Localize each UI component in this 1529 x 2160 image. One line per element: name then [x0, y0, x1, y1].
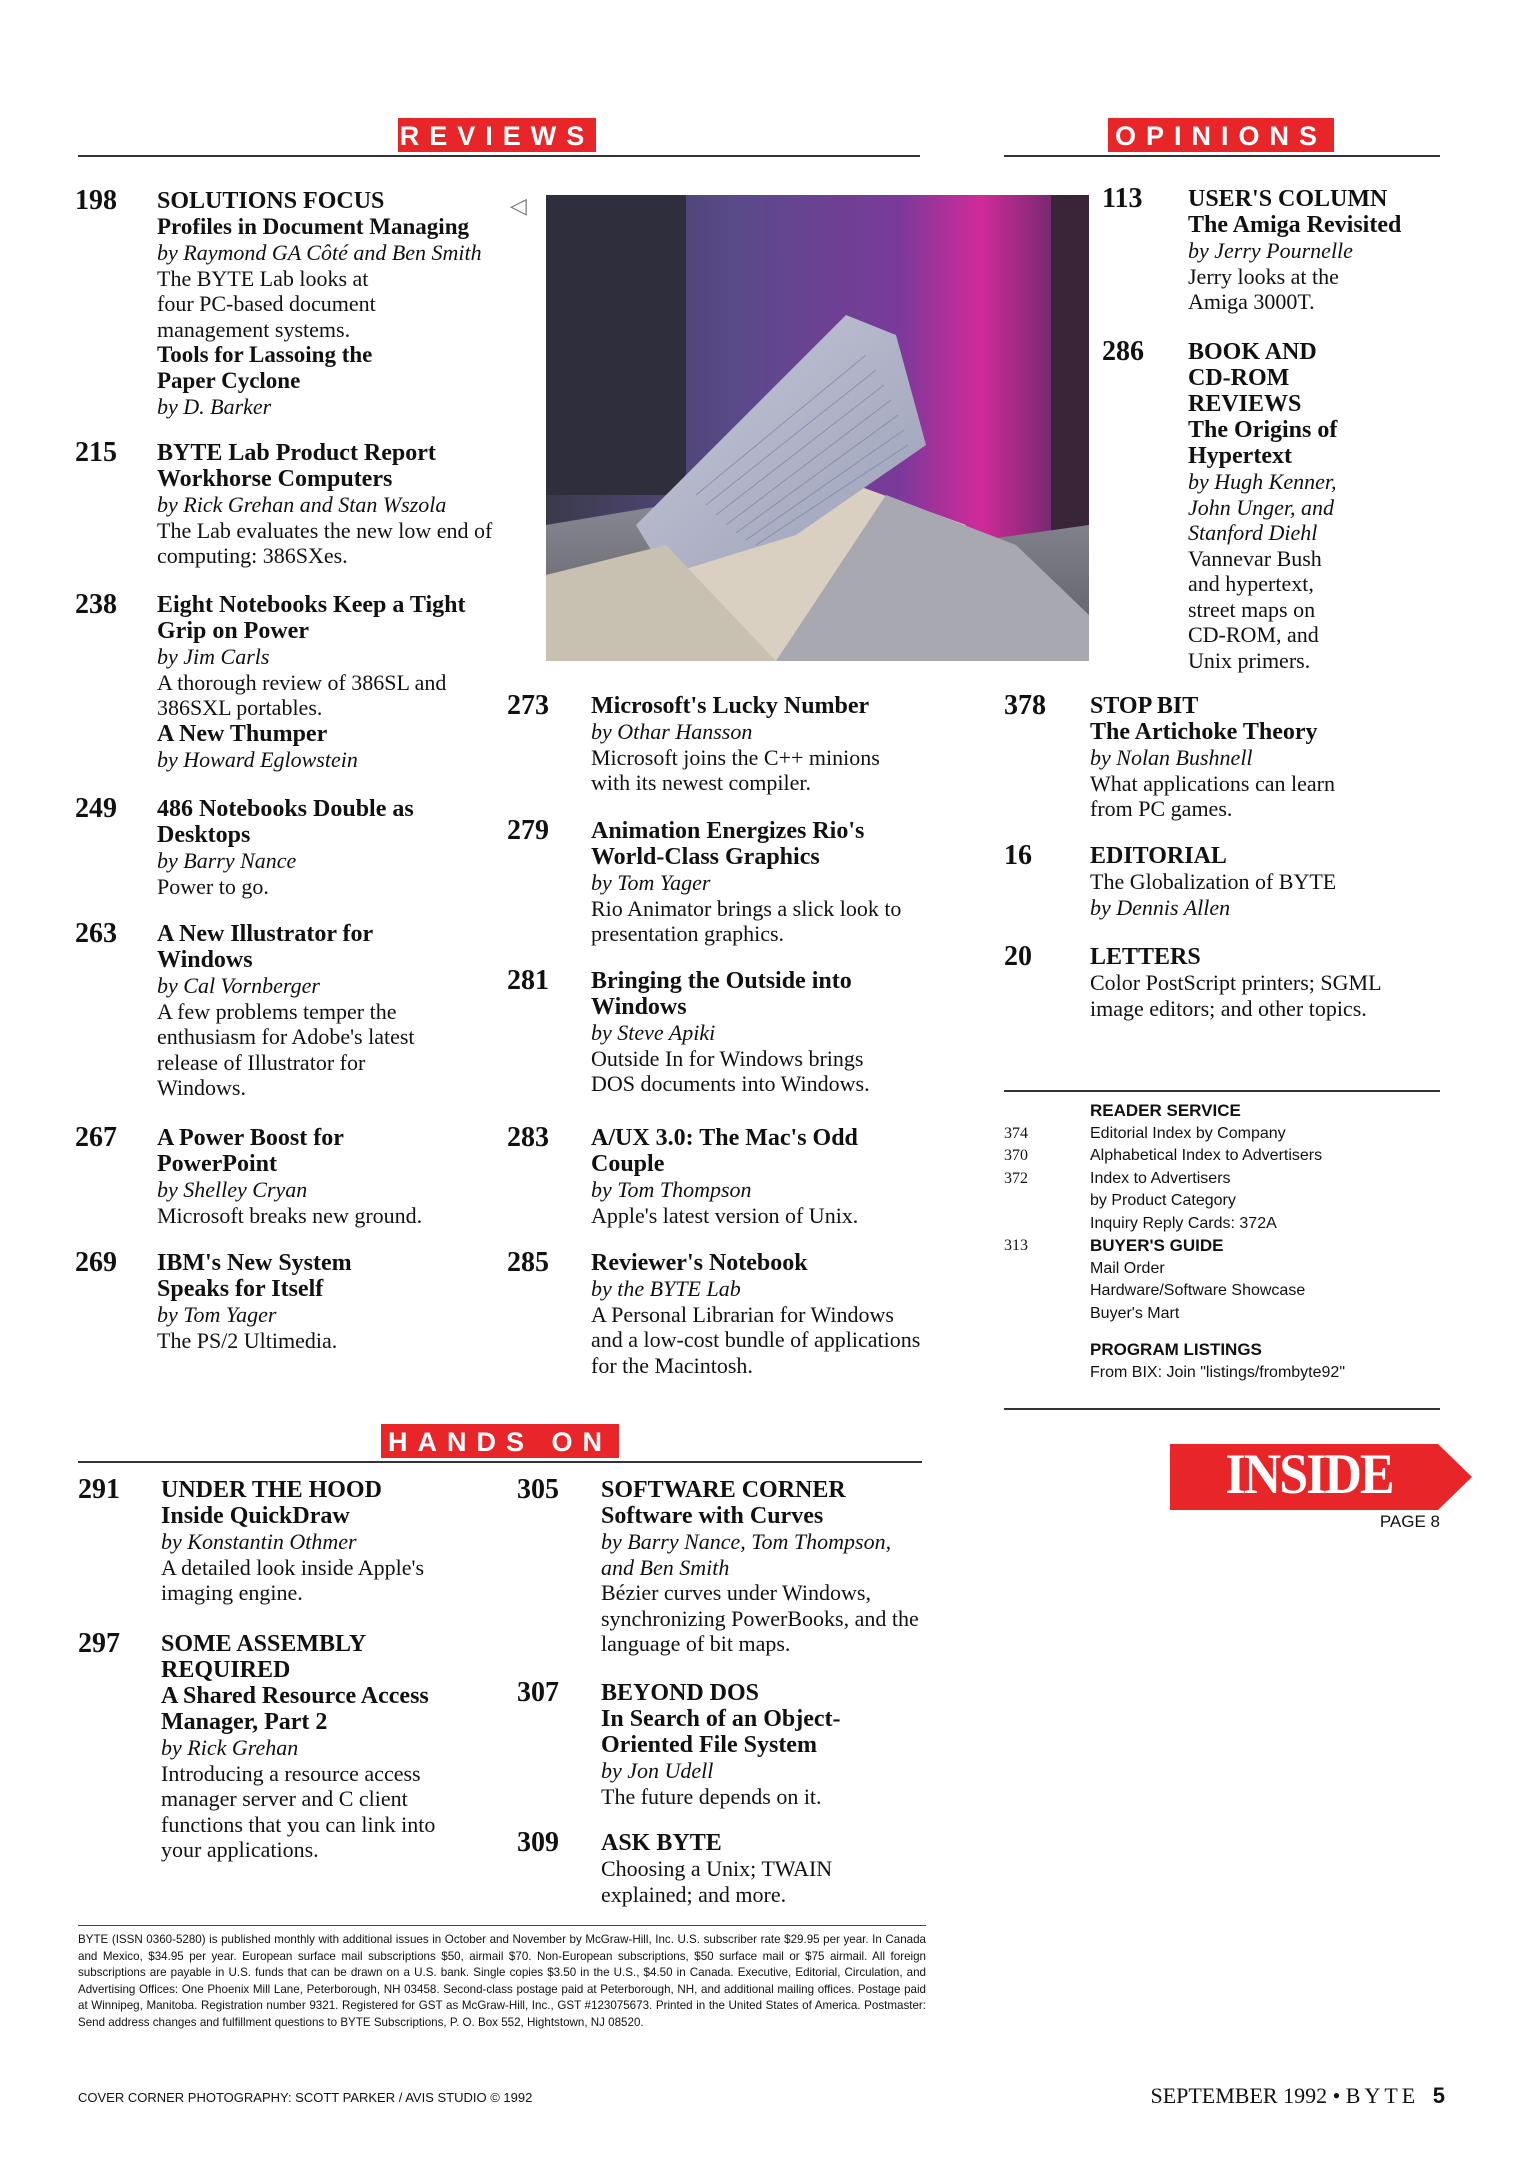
entry-byline: by Tom Yager: [591, 870, 711, 895]
inside-byte-page: PAGE 8: [1379, 1512, 1440, 1531]
entry-title: 486 Notebooks Double as Desktops: [157, 796, 414, 848]
opinions-rule: [1004, 155, 1440, 157]
entry-kicker: SOFTWARE CORNER: [601, 1477, 846, 1503]
page-number: 273: [507, 690, 549, 721]
entry-kicker: USER'S COLUMN: [1188, 186, 1388, 212]
entry-byline: by Rick Grehan and Stan Wszola: [157, 492, 447, 517]
entry-kicker: STOP BIT: [1090, 693, 1199, 719]
colophon: BYTE (ISSN 0360-5280) is published monthly with additional issues in October and November by McGraw-Hill, Inc. U.S. subscriber rate $29.95 per year. In Canada and Mexico, $34.95 per year. European surface mail subscriptions $50, airmail $70. Non-European subscriptions, $50 surface mail or $75 airmail. All foreign subscriptions are payable in U.S. funds that can be drawn on a U.S. bank. Single copies $3.50 in the U.S., $4.50 in Canada. Executive, Editorial, Circulation, and Advertising Offices: One Phoenix Mill Lane, Peterborough, NH 03458. Second-class postage paid at Peterborough, NH, and additional mailing offices. Postage paid at Winnipeg, Manitoba. Registration number 9321. Registered for GST as McGraw-Hill, Inc., GST #123075673. Printed in the United States of America. Postmaster: Send address changes and fulfillment questions to BYTE Subscriptions, P. O. Box 552, Hightstown, NJ 08520.: [78, 1933, 926, 2029]
entry-title-2: A New Thumper: [157, 720, 328, 747]
entry-byline: by Rick Grehan: [161, 1735, 299, 1760]
entry-desc: What applications can learn from PC games.: [1090, 770, 1335, 821]
hands-on-rule: [78, 1461, 922, 1463]
entry-byline: by Konstantin Othmer: [161, 1529, 357, 1554]
entry-title: Animation Energizes Rio's World-Class Graphics: [591, 818, 865, 870]
entry-desc: Outside In for Windows brings DOS documents into Windows.: [591, 1045, 870, 1096]
entry-kicker: EDITORIAL: [1090, 843, 1227, 869]
buyers-guide-heading: BUYER'S GUIDE: [1090, 1236, 1224, 1255]
entry-desc: Power to go.: [157, 873, 269, 899]
index-page-number: 370: [1004, 1147, 1028, 1164]
entry-byline: by Tom Yager: [157, 1302, 277, 1327]
inside-byte-label: INSIDE BYTE: [1225, 1443, 1393, 1568]
page-number: 263: [75, 918, 117, 949]
page-number: 291: [78, 1474, 120, 1505]
footer-date: SEPTEMBER 1992: [1150, 2083, 1328, 2108]
entry-desc: Rio Animator brings a slick look to presentation graphics.: [591, 895, 902, 946]
entry-desc: The Lab evaluates the new low end of computing: 386SXes.: [157, 517, 493, 568]
page-number: 113: [1102, 183, 1143, 214]
entry-desc: A detailed look inside Apple's imaging engine.: [161, 1554, 425, 1605]
entry-byline: by the BYTE Lab: [591, 1276, 741, 1301]
index-link[interactable]: Alphabetical Index to Advertisers: [1090, 1147, 1323, 1164]
page-number: 297: [78, 1628, 120, 1659]
reviews-rule: [78, 155, 920, 157]
reader-service-top-rule: [1004, 1090, 1440, 1092]
page-number: 279: [507, 815, 549, 846]
entry-title: In Search of an Object-Oriented File System: [601, 1706, 841, 1758]
buyers-item: Buyer's Mart: [1090, 1304, 1180, 1322]
index-page-number: 372: [1004, 1169, 1028, 1187]
entry-desc: A few problems temper the enthusiasm for Adobe's latest release of Illustrator for Windows.: [157, 998, 415, 1100]
entry-desc: Jerry looks at the Amiga 3000T.: [1188, 263, 1339, 314]
index-page-number: 374: [1004, 1124, 1028, 1142]
entry-title: The Artichoke Theory: [1090, 719, 1318, 745]
entry-byline-2: by D. Barker: [157, 394, 272, 419]
entry-byline: by Dennis Allen: [1090, 894, 1231, 920]
index-link[interactable]: Editorial Index by Company: [1090, 1124, 1286, 1142]
entry-title: The Amiga Revisited: [1188, 212, 1402, 238]
entry-desc: The BYTE Lab looks at four PC-based document management systems.: [157, 265, 376, 342]
page-number: 378: [1004, 690, 1046, 721]
entry-desc: Vannevar Bush and hypertext, street maps on CD-ROM, and Unix primers.: [1188, 545, 1322, 673]
page-number: 267: [75, 1122, 117, 1153]
page-number: 286: [1102, 336, 1144, 367]
entry-byline: by Jim Carls: [157, 644, 270, 669]
entry-title: Bringing the Outside into Windows: [591, 968, 852, 1020]
page-number: 20: [1004, 941, 1032, 972]
page-number: 307: [517, 1677, 559, 1708]
index-link-cont: by Product Category: [1090, 1192, 1236, 1209]
cover-credit: COVER CORNER PHOTOGRAPHY: SCOTT PARKER / AVIS STUDIO © 1992: [78, 2090, 533, 2105]
entry-byline: by Barry Nance, Tom Thompson, and Ben Smith: [601, 1529, 892, 1580]
page-number: 16: [1004, 840, 1032, 871]
index-link[interactable]: Index to Advertisers: [1090, 1169, 1231, 1187]
entry-kicker: BEYOND DOS: [601, 1680, 760, 1706]
entry-title: Inside QuickDraw: [161, 1503, 350, 1529]
entry-desc: The future depends on it.: [601, 1783, 822, 1809]
colophon-rule: [78, 1925, 926, 1926]
entry-title: Microsoft's Lucky Number: [591, 693, 870, 719]
buyers-item: Hardware/Software Showcase: [1090, 1282, 1306, 1299]
page-number: 281: [507, 965, 549, 996]
entry-desc: The Globalization of BYTE: [1090, 869, 1337, 894]
entry-byline: by Shelley Cryan: [157, 1177, 308, 1202]
entry-kicker: LETTERS: [1090, 944, 1201, 970]
entry-title: A Shared Resource Access Manager, Part 2: [161, 1683, 429, 1735]
inquiry-cards: Inquiry Reply Cards: 372A: [1090, 1214, 1277, 1232]
page-number: 238: [75, 589, 117, 620]
reader-service: [1004, 1100, 1440, 1384]
entry-byline: by Barry Nance: [157, 848, 297, 873]
page-number: 249: [75, 793, 117, 824]
entry-byline: by Raymond GA Côté and Ben Smith: [157, 240, 482, 265]
entry-desc: Microsoft breaks new ground.: [157, 1202, 423, 1228]
footer-page: 5: [1432, 2083, 1445, 2108]
reader-service-heading: READER SERVICE: [1090, 1101, 1241, 1120]
entry-desc: The PS/2 Ultimedia.: [157, 1327, 338, 1353]
entry-desc: A thorough review of 386SL and 386SXL portables.: [157, 669, 447, 720]
page-number: 309: [517, 1827, 559, 1858]
opinions-header: OPINIONS: [1108, 118, 1334, 152]
entry-byline-2: by Howard Eglowstein: [157, 746, 358, 772]
page-number: 198: [75, 185, 117, 216]
entry-title: A Power Boost for PowerPoint: [157, 1125, 344, 1177]
entry-kicker: ASK BYTE: [601, 1830, 722, 1856]
entry-byline: by Tom Thompson: [591, 1177, 752, 1202]
reader-service-bottom-rule: [1004, 1408, 1440, 1410]
page-footer: [1125, 2083, 1445, 2109]
page-number: 269: [75, 1247, 117, 1278]
footer-sep: •: [1332, 2083, 1341, 2108]
entry-byline: by Hugh Kenner, John Unger, and Stanford Diehl: [1188, 469, 1337, 545]
entry-title-2: Tools for Lassoing the Paper Cyclone: [157, 342, 373, 393]
program-listings-heading: PROGRAM LISTINGS: [1090, 1340, 1262, 1359]
entry-kicker: SOME ASSEMBLY REQUIRED: [161, 1631, 366, 1683]
cover-photo: [546, 195, 1089, 661]
entry-desc: Color PostScript printers; SGML image editors; and other topics.: [1090, 970, 1381, 1021]
entry-byline: by Steve Apiki: [591, 1020, 716, 1045]
entry-kicker: UNDER THE HOOD: [161, 1477, 382, 1503]
entry-desc: Choosing a Unix; TWAIN explained; and more.: [601, 1856, 833, 1907]
entry-byline: by Othar Hansson: [591, 719, 753, 744]
buyers-item: Mail Order: [1090, 1259, 1165, 1277]
buyers-page-number: 313: [1004, 1237, 1028, 1254]
entry-byline: by Nolan Bushnell: [1090, 745, 1253, 770]
footer-mag: BYTE: [1345, 2083, 1420, 2108]
entry-desc: A Personal Librarian for Windows and a low-cost bundle of applications for the Macintosh.: [591, 1301, 921, 1378]
entry-byline: by Cal Vornberger: [157, 973, 320, 998]
entry-kicker: SOLUTIONS FOCUS: [157, 188, 385, 214]
entry-title: The Origins of Hypertext: [1188, 417, 1338, 469]
entry-byline: by Jon Udell: [601, 1758, 714, 1783]
page-number: 215: [75, 437, 117, 468]
page-number: 305: [517, 1474, 559, 1505]
program-listings-text: From BIX: Join "listings/frombyte92": [1090, 1363, 1345, 1381]
entry-title: A New Illustrator for Windows: [157, 921, 373, 973]
entry-title: IBM's New System Speaks for Itself: [157, 1250, 352, 1302]
triangle-marker-icon: ◁: [510, 193, 527, 218]
entry-desc: Apple's latest version of Unix.: [591, 1202, 859, 1228]
entry-title: BYTE Lab Product Report: [157, 440, 436, 466]
reviews-header: REVIEWS: [398, 118, 596, 152]
entry-title: Software with Curves: [601, 1503, 824, 1529]
entry-desc: Bézier curves under Windows, synchronizing PowerBooks, and the language of bit maps.: [601, 1580, 919, 1656]
entry-title: Profiles in Document Managing: [157, 214, 469, 239]
entry-kicker: BOOK AND CD-ROM REVIEWS: [1188, 339, 1317, 417]
page-number: 283: [507, 1122, 549, 1153]
entry-title: Reviewer's Notebook: [591, 1250, 808, 1276]
entry-desc: Microsoft joins the C++ minions with its newest compiler.: [591, 744, 880, 795]
entry-byline: by Jerry Pournelle: [1188, 238, 1353, 263]
entry-desc: Introducing a resource access manager server and C client functions that you can link into your applications.: [161, 1760, 436, 1862]
entry-title: A/UX 3.0: The Mac's Odd Couple: [591, 1125, 858, 1177]
page-number: 285: [507, 1247, 549, 1278]
entry-title: Eight Notebooks Keep a Tight Grip on Power: [157, 592, 466, 644]
hands-on-header: HANDS ON: [381, 1424, 619, 1458]
entry-title-2: Workhorse Computers: [157, 466, 393, 492]
